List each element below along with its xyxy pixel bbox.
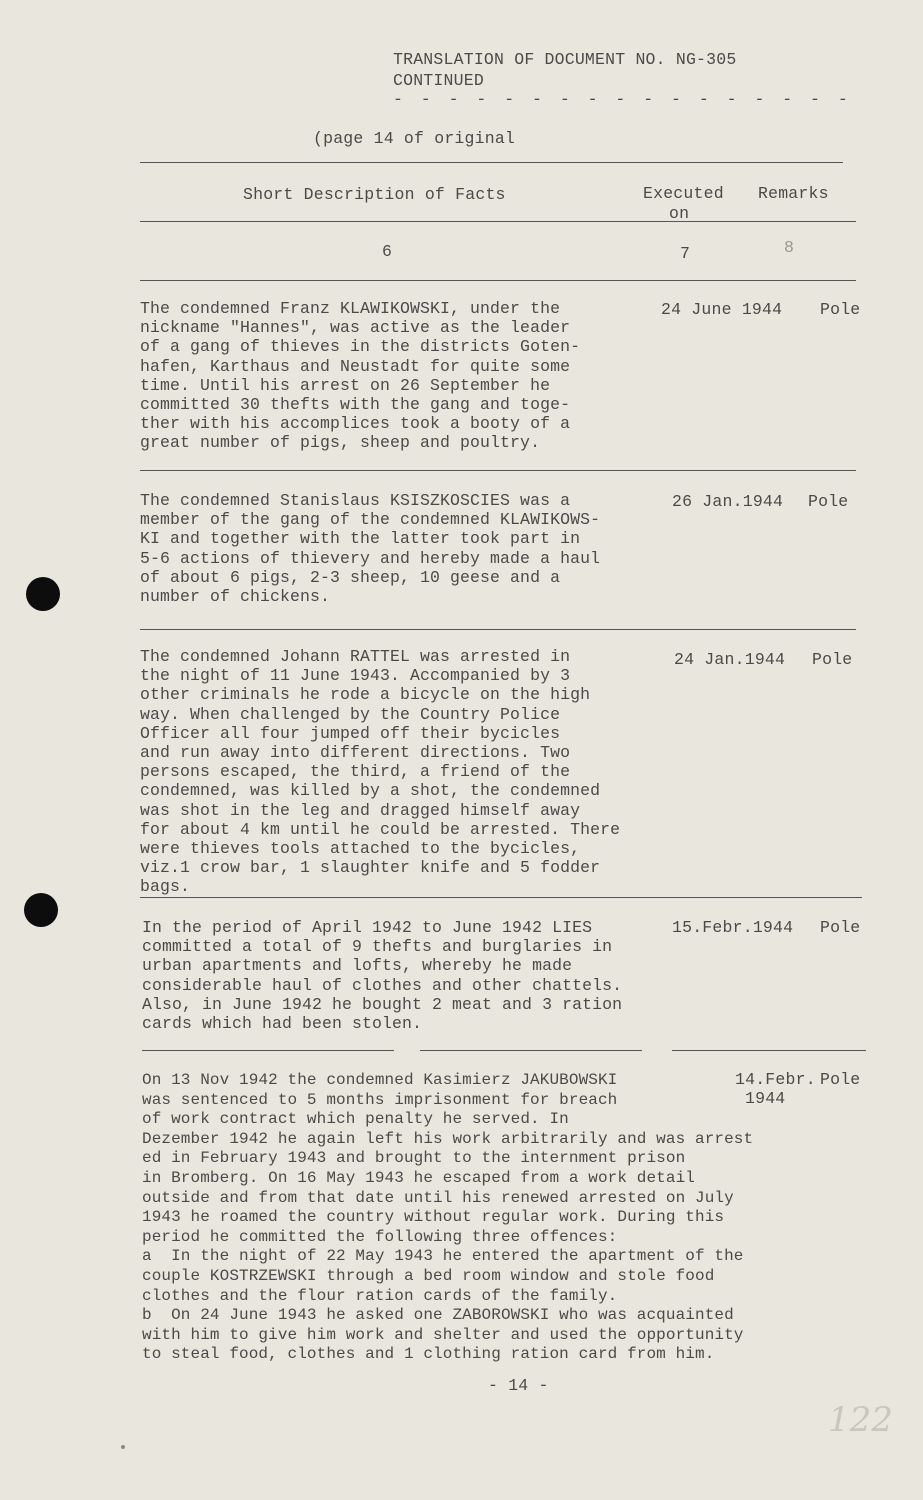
header-rule-bottom — [140, 280, 856, 281]
entry-separator-middle — [420, 1050, 642, 1051]
entry-separator-right — [672, 1050, 866, 1051]
column-header-description: Short Description of Facts — [243, 185, 506, 204]
column-number-7: 7 — [680, 244, 691, 263]
punch-hole-lower — [24, 893, 58, 927]
page-reference: (page 14 of original — [313, 129, 516, 148]
column-header-executed: Executed — [643, 184, 724, 203]
entry-description: On 13 Nov 1942 the condemned Kasimierz JAKUBOWSKI was sentenced to 5 months imprisonment for breach of work contract which penalty he served. In Dezember 1942 he again left his work arbitrarily and was arrest ed in February 1943 and brought to the internment prison in Bromberg. On 16 May 1943 he escaped from a work detail outside and from that date until his renewed arrested on July 1943 he roamed the country without regular work. During this period he committed the following three offences: a In the night of 22 May 1943 he entered the apartment of the couple KOSTRZEWSKI through a bed room window and stole food clothes and the flour ration cards of the family. b On 24 June 1943 he asked one ZABOROWSKI who was acquainted with him to give him work and shelter and used the opportunity to steal food, clothes and 1 clothing ration card from him. — [142, 1071, 754, 1364]
header-dash-line: - - - - - - - - - - - - - - - - - — [393, 90, 852, 109]
entry-remark: Pole — [808, 492, 849, 511]
entry-executed-date: 24 June 1944 — [661, 300, 783, 319]
entry-separator — [140, 470, 856, 471]
entry-separator-left — [142, 1050, 394, 1051]
entry-description: The condemned Johann RATTEL was arrested in the night of 11 June 1943. Accompanied by 3 other criminals he rode a bicycle on the high way. When challenged by the Country Police Officer all four jumped off their bycicles and run away into different directions. Two persons escaped, the third, a friend of the condemned, was killed by a shot, the condemned was shot in the leg and dragged himself away for about 4 km until he could be arrested. There were thieves tools attached to the bycicles, viz.1 crow bar, 1 slaughter knife and 5 fodder bags. — [140, 647, 621, 897]
punch-hole-upper — [26, 577, 60, 611]
column-number-8: 8 — [784, 238, 795, 257]
handwritten-page-number: 122 — [828, 1400, 893, 1440]
column-header-remarks: Remarks — [758, 184, 829, 203]
entry-executed-date: 26 Jan.1944 — [672, 492, 784, 511]
translation-continued: CONTINUED — [393, 71, 484, 90]
entry-remark: Pole — [812, 650, 853, 669]
translation-title: TRANSLATION OF DOCUMENT NO. NG-305 — [393, 50, 737, 69]
entry-remark: Pole — [820, 1070, 861, 1089]
paper-speck — [121, 1445, 125, 1449]
entry-description: The condemned Stanislaus KSISZKOSCIES was a member of the gang of the condemned KLAWIKOWS- KI and together with the latter took part in 5-6 actions of thievery and hereby made a haul of about 6 pigs, 2-3 sheep, 10 geese and a number of chickens. — [140, 491, 601, 607]
entry-description: The condemned Franz KLAWIKOWSKI, under the nickname "Hannes", was active as the leader of a gang of thieves in the districts Goten- hafen, Karthaus and Neustadt for quite some time. Until his arrest on 26 September he committed 30 thefts with the gang and toge- ther with his accomplices took a booty of a great number of pigs, sheep and poultry. — [140, 299, 581, 453]
column-header-executed-on: on — [669, 204, 690, 223]
page-number: - 14 - — [488, 1376, 549, 1395]
entry-description: In the period of April 1942 to June 1942 LIES committed a total of 9 thefts and burglaries in urban apartments and lofts, whereby he made considerable haul of clothes and other chattels. Also, in June 1942 he bought 2 meat and 3 ration cards which had been stolen. — [142, 918, 623, 1034]
header-rule-middle — [140, 221, 856, 222]
header-rule-top — [140, 162, 843, 163]
entry-executed-date: 24 Jan.1944 — [674, 650, 786, 669]
entry-remark: Pole — [820, 300, 861, 319]
column-number-6: 6 — [382, 242, 393, 261]
entry-remark: Pole — [820, 918, 861, 937]
entry-executed-year: 1944 — [745, 1089, 786, 1108]
entry-executed-date: 14.Febr. — [735, 1070, 816, 1089]
entry-separator — [140, 897, 862, 898]
entry-separator — [140, 629, 856, 630]
entry-executed-date: 15.Febr.1944 — [672, 918, 794, 937]
